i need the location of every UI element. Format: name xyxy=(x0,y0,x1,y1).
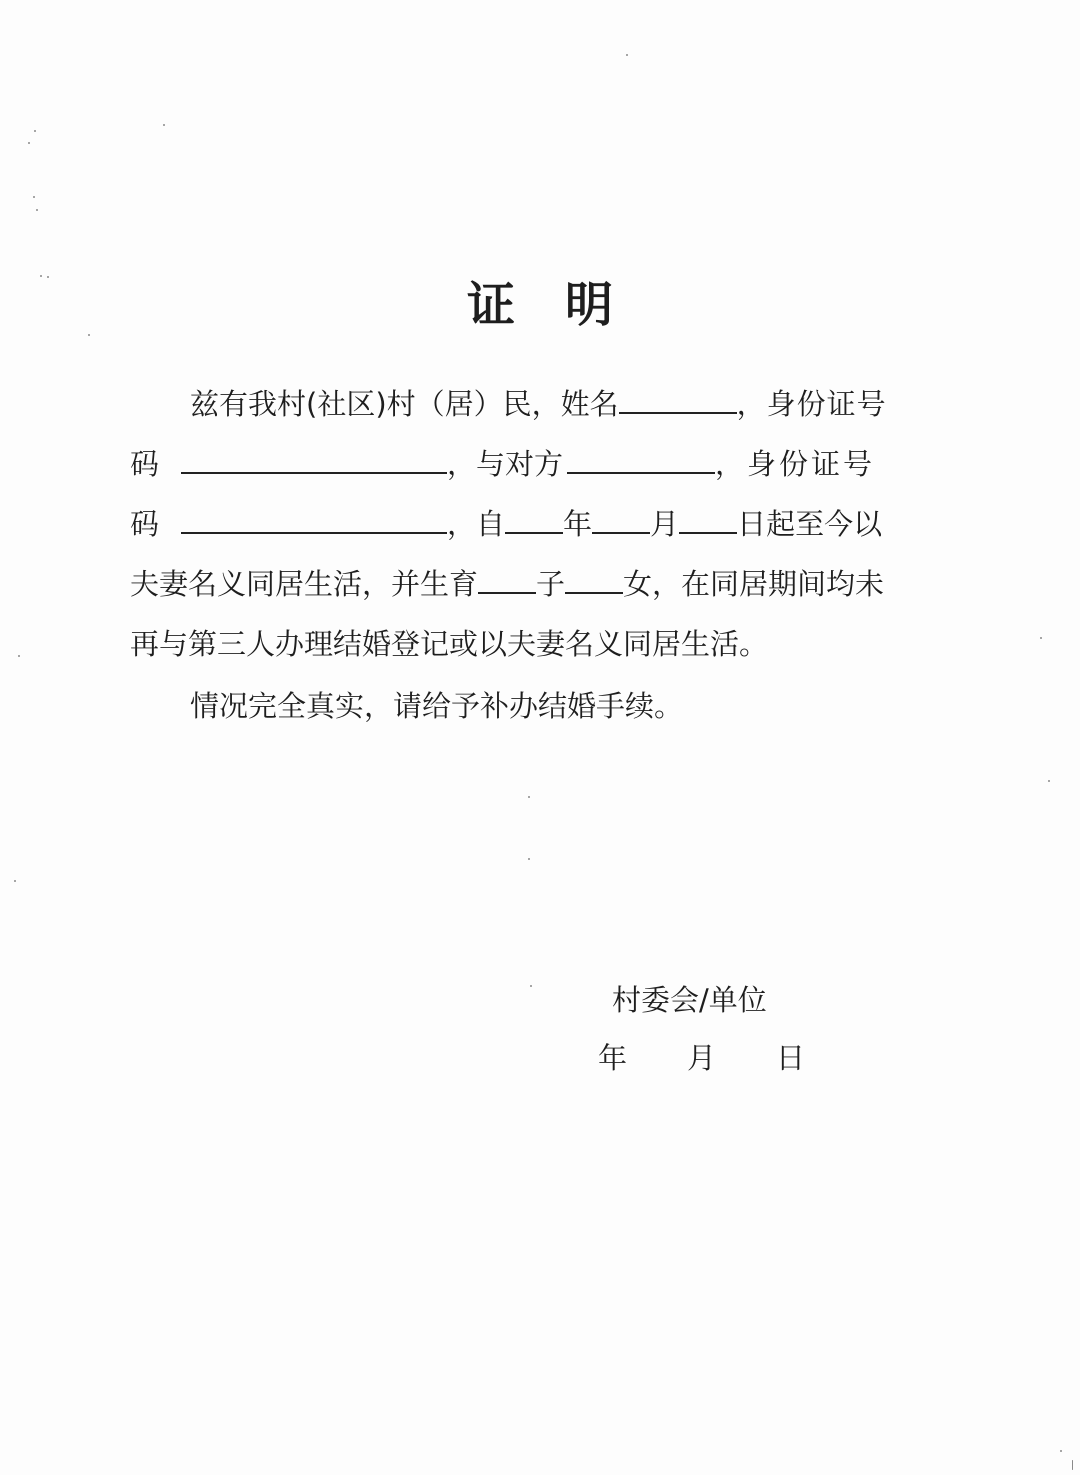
line6-text: 情况完全真实，请给予补办结婚手续。 xyxy=(190,689,684,723)
signature-year: 年 xyxy=(598,1041,628,1075)
body-line-3 xyxy=(130,504,882,544)
scan-speck xyxy=(33,196,35,198)
line2-text-b: ，与对方 xyxy=(447,447,564,481)
line4-text-a: 夫妻名义同居生活，并生育 xyxy=(130,567,479,601)
scan-speck xyxy=(1060,1450,1062,1452)
sons-blank xyxy=(478,566,536,594)
body-line-5 xyxy=(130,624,768,664)
month-blank xyxy=(592,506,650,534)
line4-text-b: 子 xyxy=(536,567,566,601)
title-char-1: 证 xyxy=(466,277,515,333)
line3-text-a: 码 xyxy=(130,507,160,541)
line5-text: 再与第三人办理结婚登记或以夫妻名义同居生活。 xyxy=(130,627,769,661)
document-title xyxy=(0,266,1080,335)
signature-org xyxy=(612,980,767,1020)
line3-text-c: 年 xyxy=(563,507,593,541)
line1-text-b: ，身份证号 xyxy=(736,387,887,421)
id-number-blank xyxy=(181,446,447,474)
body-line-6 xyxy=(190,686,683,726)
scan-speck xyxy=(18,655,20,657)
scan-speck xyxy=(163,124,165,126)
body-line-2 xyxy=(130,444,875,484)
line3-text-b: ，自 xyxy=(447,507,506,541)
name-blank xyxy=(619,386,737,414)
line2-text-a: 码 xyxy=(130,447,160,481)
scan-speck xyxy=(14,880,16,882)
signature-day: 日 xyxy=(776,1041,806,1075)
scan-speck xyxy=(1048,780,1050,782)
signature-org-text: 村委会/单位 xyxy=(612,983,767,1017)
scan-speck xyxy=(626,54,628,56)
title-char-2: 明 xyxy=(565,277,614,333)
scan-speck xyxy=(528,796,530,798)
partner-name-blank xyxy=(567,446,715,474)
body-line-4 xyxy=(130,564,884,604)
year-blank xyxy=(505,506,563,534)
scan-speck xyxy=(36,209,38,211)
scan-speck xyxy=(528,858,530,860)
line2-text-c: ，身份证号 xyxy=(715,447,876,481)
day-blank xyxy=(679,506,737,534)
signature-date xyxy=(598,1038,805,1078)
scan-speck xyxy=(1072,1460,1073,1470)
line1-text-a: 兹有我村(社区)村（居）民，姓名 xyxy=(190,387,619,421)
partner-id-blank xyxy=(181,506,447,534)
line3-text-d: 月 xyxy=(650,507,680,541)
scan-speck xyxy=(28,142,30,144)
line4-text-c: 女，在同居期间均未 xyxy=(623,567,885,601)
scan-speck xyxy=(34,130,36,132)
scan-speck xyxy=(1040,637,1042,639)
line3-text-e: 日起至今以 xyxy=(737,507,883,541)
scan-speck xyxy=(530,985,532,987)
body-line-1 xyxy=(190,384,887,424)
daughters-blank xyxy=(565,566,623,594)
signature-month: 月 xyxy=(687,1041,717,1075)
